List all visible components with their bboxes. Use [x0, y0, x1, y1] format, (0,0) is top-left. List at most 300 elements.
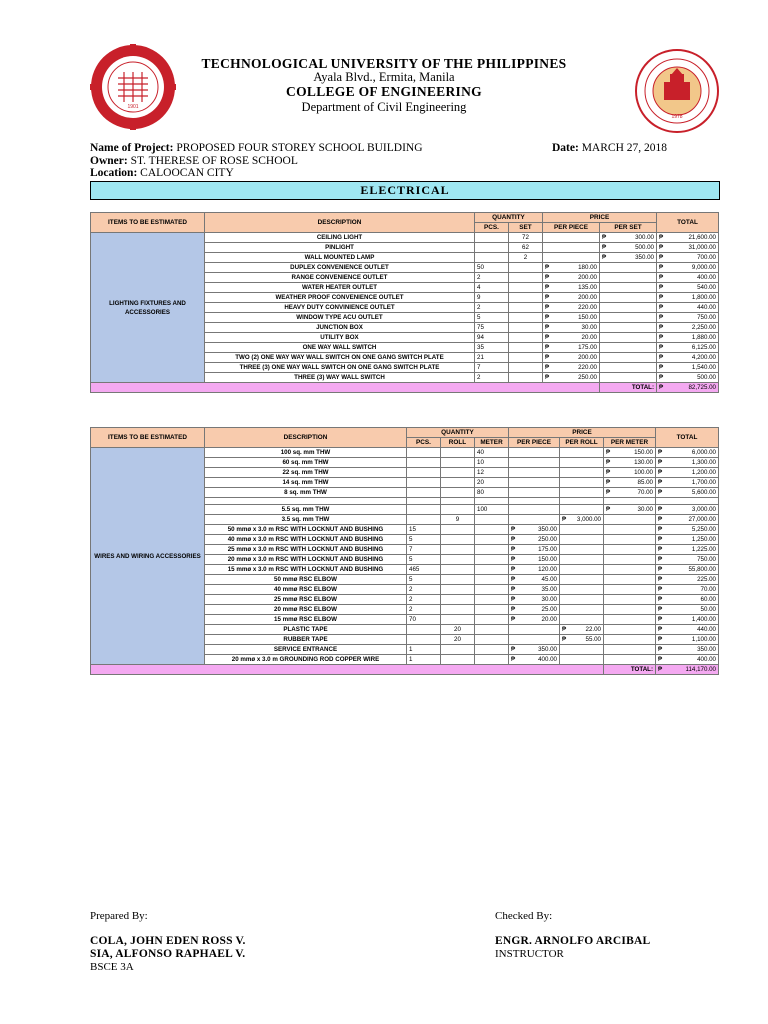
- price-per-meter: [604, 505, 656, 515]
- peso-sign: ₱: [511, 606, 516, 613]
- peso-sign: ₱: [659, 304, 664, 311]
- qty-pcs: [407, 488, 441, 498]
- peso-sign: ₱: [562, 636, 567, 643]
- item-description: SERVICE ENTRANCE: [205, 645, 407, 655]
- row-total: [656, 468, 719, 478]
- qty-meter: [475, 555, 509, 565]
- qty-set: 72: [509, 233, 543, 243]
- price-header: PRICE: [543, 213, 657, 223]
- table-row: [91, 448, 719, 458]
- price-per-piece-value: 250.00: [578, 374, 597, 381]
- qty-roll: 20: [441, 635, 475, 645]
- row-total-value: 1,800.00: [691, 294, 716, 301]
- price-per-meter-value: 85.00: [637, 479, 653, 486]
- qty-meter: [475, 625, 509, 635]
- price-per-piece-value: 30.00: [581, 324, 597, 331]
- row-total: [656, 535, 719, 545]
- price-per-piece: [543, 273, 600, 283]
- row-total: [656, 488, 719, 498]
- price-per-meter-value: 100.00: [634, 469, 653, 476]
- qty-pcs: 50: [475, 263, 509, 273]
- price-per-piece-value: 20.00: [541, 616, 557, 623]
- row-total-value: 500.00: [697, 374, 716, 381]
- row-total-value: 50.00: [700, 606, 716, 613]
- row-total-value: 350.00: [697, 646, 716, 653]
- pcs-header: PCS.: [475, 223, 509, 233]
- price-per-roll: [560, 645, 604, 655]
- item-description: TWO (2) ONE WAY WAY WALL SWITCH ON ONE GANG SWITCH PLATE: [205, 353, 475, 363]
- row-total: [656, 555, 719, 565]
- row-total-value: 1,400.00: [691, 616, 716, 623]
- peso-sign: ₱: [545, 294, 550, 301]
- price-per-piece-value: 200.00: [578, 294, 597, 301]
- meter-header: METER: [475, 438, 509, 448]
- qty-roll: [441, 565, 475, 575]
- item-description: DUPLEX CONVENIENCE OUTLET: [205, 263, 475, 273]
- total-row-spacer: [91, 665, 604, 675]
- peso-sign: ₱: [659, 334, 664, 341]
- row-total: [656, 498, 719, 505]
- qty-set: 62: [509, 243, 543, 253]
- qty-meter: [475, 595, 509, 605]
- university-address: Ayala Blvd., Ermita, Manila: [313, 70, 455, 84]
- row-total: [657, 293, 719, 303]
- item-description: WINDOW TYPE ACU OUTLET: [205, 313, 475, 323]
- peso-sign: ₱: [658, 606, 663, 613]
- price-per-set: [600, 303, 657, 313]
- price-per-piece: [543, 303, 600, 313]
- qty-meter: [475, 655, 509, 665]
- set-header: SET: [509, 223, 543, 233]
- row-total-value: 750.00: [697, 314, 716, 321]
- qty-pcs: 15: [407, 525, 441, 535]
- preparer-name-1: COLA, JOHN EDEN ROSS V.: [90, 935, 246, 947]
- price-per-meter: [604, 498, 656, 505]
- qty-roll: [441, 478, 475, 488]
- price-per-piece: [543, 293, 600, 303]
- qty-pcs: 2: [475, 373, 509, 383]
- qty-roll: [441, 545, 475, 555]
- qty-meter: [475, 515, 509, 525]
- row-total: [656, 625, 719, 635]
- price-per-piece: [543, 233, 600, 243]
- qty-pcs: 21: [475, 353, 509, 363]
- row-total-value: 5,250.00: [691, 526, 716, 533]
- peso-sign: ₱: [545, 364, 550, 371]
- peso-sign: ₱: [602, 254, 607, 261]
- coe-seal-year: 1978: [671, 114, 683, 120]
- peso-sign: ₱: [659, 234, 664, 241]
- price-per-roll: [560, 565, 604, 575]
- row-total-value: 400.00: [697, 274, 716, 281]
- price-per-set: [600, 313, 657, 323]
- peso-sign: ₱: [545, 344, 550, 351]
- row-total-value: 1,225.00: [691, 546, 716, 553]
- lighting-estimate-table: [90, 212, 719, 393]
- peso-sign: ₱: [511, 596, 516, 603]
- row-total-value: 400.00: [697, 656, 716, 663]
- price-per-set-value: 350.00: [635, 254, 654, 261]
- item-description: RUBBER TAPE: [205, 635, 407, 645]
- row-total-value: 1,880.00: [691, 334, 716, 341]
- price-per-roll: [560, 625, 604, 635]
- price-per-roll: [560, 615, 604, 625]
- qty-meter: 80: [475, 488, 509, 498]
- peso-sign: ₱: [658, 636, 663, 643]
- price-per-meter: [604, 525, 656, 535]
- college-name: COLLEGE OF ENGINEERING: [286, 84, 482, 99]
- owner-label: Owner:: [90, 155, 128, 167]
- price-per-piece: [543, 363, 600, 373]
- price-per-meter: [604, 448, 656, 458]
- price-per-piece: [509, 525, 560, 535]
- project-name-label: Name of Project:: [90, 142, 174, 154]
- item-description: PLASTIC TAPE: [205, 625, 407, 635]
- per-piece-header: PER PIECE: [543, 223, 600, 233]
- peso-sign: ₱: [606, 506, 611, 513]
- price-per-set-value: 500.00: [635, 244, 654, 251]
- item-description: 3.5 sq. mm THW: [205, 515, 407, 525]
- row-total-value: 440.00: [697, 304, 716, 311]
- item-description: 60 sq. mm THW: [205, 458, 407, 468]
- grand-total-value: 114,170.00: [685, 666, 716, 673]
- qty-pcs: [407, 498, 441, 505]
- items-header: ITEMS TO BE ESTIMATED: [91, 428, 205, 448]
- qty-set: [509, 283, 543, 293]
- qty-pcs: 5: [407, 575, 441, 585]
- price-per-piece-value: 220.00: [578, 364, 597, 371]
- row-total-value: 1,700.00: [691, 479, 716, 486]
- price-per-piece-value: 150.00: [578, 314, 597, 321]
- qty-set: [509, 313, 543, 323]
- price-per-roll: [560, 575, 604, 585]
- price-per-piece: [509, 515, 560, 525]
- price-per-roll: [560, 478, 604, 488]
- qty-meter: [475, 615, 509, 625]
- row-total: [657, 333, 719, 343]
- price-per-roll: [560, 555, 604, 565]
- per-piece-header: PER PIECE: [509, 438, 560, 448]
- row-total: [657, 373, 719, 383]
- item-description: THREE (3) ONE WAY WALL SWITCH ON ONE GANG SWITCH PLATE: [205, 363, 475, 373]
- peso-sign: ₱: [658, 556, 663, 563]
- peso-sign: ₱: [658, 656, 663, 663]
- row-total-value: 6,125.00: [691, 344, 716, 351]
- row-total-value: 3,000.00: [691, 506, 716, 513]
- pcs-header: PCS.: [407, 438, 441, 448]
- grand-total-value: 82,725.00: [688, 384, 716, 391]
- qty-meter: [475, 585, 509, 595]
- peso-sign: ₱: [659, 314, 664, 321]
- qty-roll: [441, 468, 475, 478]
- qty-pcs: [407, 468, 441, 478]
- qty-pcs: 35: [475, 343, 509, 353]
- row-total-value: 1,100.00: [691, 636, 716, 643]
- qty-meter: [475, 635, 509, 645]
- price-per-piece: [509, 575, 560, 585]
- peso-sign: ₱: [606, 489, 611, 496]
- per-roll-header: PER ROLL: [560, 438, 604, 448]
- date-label: Date:: [552, 142, 579, 154]
- price-per-piece: [543, 323, 600, 333]
- qty-meter: [475, 545, 509, 555]
- qty-roll: [441, 535, 475, 545]
- qty-meter: [475, 645, 509, 655]
- qty-meter: [475, 535, 509, 545]
- item-description: 40 mmø x 3.0 m RSC WITH LOCKNUT AND BUSHING: [205, 535, 407, 545]
- peso-sign: ₱: [545, 264, 550, 271]
- qty-pcs: 70: [407, 615, 441, 625]
- qty-meter: 20: [475, 478, 509, 488]
- row-total: [657, 323, 719, 333]
- price-per-meter: [604, 478, 656, 488]
- item-description: RANGE CONVENIENCE OUTLET: [205, 273, 475, 283]
- price-per-meter: [604, 595, 656, 605]
- peso-sign: ₱: [658, 546, 663, 553]
- item-description: [205, 498, 407, 505]
- price-per-roll: [560, 585, 604, 595]
- price-per-meter: [604, 655, 656, 665]
- peso-sign: ₱: [659, 264, 664, 271]
- price-per-set: [600, 353, 657, 363]
- row-total: [656, 478, 719, 488]
- peso-sign: ₱: [659, 364, 664, 371]
- item-description: JUNCTION BOX: [205, 323, 475, 333]
- preparer-name-2: SIA, ALFONSO RAPHAEL V.: [90, 948, 246, 960]
- price-per-meter: [604, 468, 656, 478]
- row-total: [656, 448, 719, 458]
- price-per-piece: [509, 565, 560, 575]
- qty-meter: 40: [475, 448, 509, 458]
- peso-sign: ₱: [658, 646, 663, 653]
- table-row: [91, 233, 719, 243]
- row-total-value: 55,800.00: [688, 566, 716, 573]
- price-per-roll: [560, 498, 604, 505]
- peso-sign: ₱: [511, 576, 516, 583]
- peso-sign: ₱: [606, 479, 611, 486]
- row-total-value: 540.00: [697, 284, 716, 291]
- qty-pcs: 1: [407, 645, 441, 655]
- row-total: [657, 343, 719, 353]
- total-header: TOTAL: [657, 213, 719, 233]
- qty-set: [509, 263, 543, 273]
- grand-total: [657, 383, 719, 393]
- qty-pcs: 4: [475, 283, 509, 293]
- item-description: UTILITY BOX: [205, 333, 475, 343]
- qty-pcs: 7: [475, 363, 509, 373]
- price-per-piece: [509, 595, 560, 605]
- item-description: 8 sq. mm THW: [205, 488, 407, 498]
- qty-roll: [441, 525, 475, 535]
- item-description: 20 mmø x 3.0 m RSC WITH LOCKNUT AND BUSHING: [205, 555, 407, 565]
- price-per-roll: [560, 635, 604, 645]
- price-per-piece-value: 25.00: [541, 606, 557, 613]
- price-per-meter: [604, 575, 656, 585]
- price-per-piece-value: 350.00: [538, 646, 557, 653]
- price-per-piece: [543, 313, 600, 323]
- qty-roll: [441, 615, 475, 625]
- peso-sign: ₱: [658, 489, 663, 496]
- date-line: [552, 142, 667, 154]
- peso-sign: ₱: [511, 586, 516, 593]
- price-per-roll-value: 22.00: [585, 626, 601, 633]
- qty-roll: [441, 595, 475, 605]
- peso-sign: ₱: [545, 374, 550, 381]
- item-description: THREE (3) WAY WALL SWITCH: [205, 373, 475, 383]
- price-per-piece-value: 180.00: [578, 264, 597, 271]
- price-per-roll: [560, 595, 604, 605]
- peso-sign: ₱: [658, 506, 663, 513]
- qty-roll: [441, 555, 475, 565]
- row-total-value: 9,000.00: [691, 264, 716, 271]
- qty-pcs: [407, 478, 441, 488]
- peso-sign: ₱: [606, 449, 611, 456]
- price-per-set: [600, 273, 657, 283]
- row-total: [657, 313, 719, 323]
- price-per-piece: [509, 448, 560, 458]
- price-per-piece: [543, 333, 600, 343]
- qty-pcs: 9: [475, 293, 509, 303]
- price-per-set-value: 300.00: [635, 234, 654, 241]
- price-per-piece: [509, 655, 560, 665]
- qty-pcs: 2: [407, 595, 441, 605]
- row-total-value: 31,000.00: [688, 244, 716, 251]
- price-per-piece: [509, 468, 560, 478]
- row-total-value: 225.00: [697, 576, 716, 583]
- row-total: [657, 353, 719, 363]
- price-per-meter-value: 130.00: [634, 459, 653, 466]
- peso-sign: ₱: [658, 459, 663, 466]
- price-per-roll: [560, 545, 604, 555]
- peso-sign: ₱: [658, 566, 663, 573]
- peso-sign: ₱: [658, 469, 663, 476]
- price-per-roll: [560, 458, 604, 468]
- row-total: [656, 458, 719, 468]
- peso-sign: ₱: [545, 314, 550, 321]
- prepared-by-label: Prepared By:: [90, 910, 148, 922]
- peso-sign: ₱: [659, 244, 664, 251]
- price-per-roll: [560, 448, 604, 458]
- price-per-set: [600, 373, 657, 383]
- price-per-piece: [509, 625, 560, 635]
- item-description: 15 mmø x 3.0 m RSC WITH LOCKNUT AND BUSHING: [205, 565, 407, 575]
- qty-roll: [441, 498, 475, 505]
- qty-roll: [441, 585, 475, 595]
- row-total: [656, 635, 719, 645]
- roll-header: ROLL: [441, 438, 475, 448]
- quantity-header: QUANTITY: [475, 213, 543, 223]
- peso-sign: ₱: [659, 294, 664, 301]
- group-label: LIGHTING FIXTURES AND ACCESSORIES: [91, 233, 205, 383]
- quantity-header: QUANTITY: [407, 428, 509, 438]
- item-description: ONE WAY WALL SWITCH: [205, 343, 475, 353]
- qty-pcs: [475, 233, 509, 243]
- price-per-set: [600, 263, 657, 273]
- price-per-piece-value: 45.00: [541, 576, 557, 583]
- price-per-piece: [509, 585, 560, 595]
- peso-sign: ₱: [659, 384, 664, 391]
- price-per-piece-value: 250.00: [538, 536, 557, 543]
- price-per-set: [600, 253, 657, 263]
- qty-pcs: [475, 243, 509, 253]
- peso-sign: ₱: [659, 254, 664, 261]
- qty-pcs: 5: [475, 313, 509, 323]
- qty-pcs: 2: [475, 303, 509, 313]
- qty-set: [509, 363, 543, 373]
- price-per-roll: [560, 515, 604, 525]
- qty-set: [509, 273, 543, 283]
- peso-sign: ₱: [658, 626, 663, 633]
- item-description: 15 mmø RSC ELBOW: [205, 615, 407, 625]
- price-per-piece-value: 175.00: [538, 546, 557, 553]
- total-row: [91, 383, 719, 393]
- price-per-meter-value: 150.00: [634, 449, 653, 456]
- row-total-value: 5,600.00: [691, 489, 716, 496]
- row-total: [657, 283, 719, 293]
- peso-sign: ₱: [659, 274, 664, 281]
- price-per-piece: [543, 253, 600, 263]
- row-total-value: 1,200.00: [691, 469, 716, 476]
- qty-pcs: [407, 458, 441, 468]
- row-total: [656, 645, 719, 655]
- price-per-piece: [509, 635, 560, 645]
- peso-sign: ₱: [511, 526, 516, 533]
- price-per-meter: [604, 555, 656, 565]
- price-per-meter: [604, 545, 656, 555]
- price-per-meter: [604, 535, 656, 545]
- price-per-piece: [509, 478, 560, 488]
- price-per-piece: [543, 373, 600, 383]
- price-header: PRICE: [509, 428, 656, 438]
- description-header: DESCRIPTION: [205, 213, 475, 233]
- row-total-value: 70.00: [700, 586, 716, 593]
- price-per-piece-value: 35.00: [541, 586, 557, 593]
- total-row: [91, 665, 719, 675]
- total-header: TOTAL: [656, 428, 719, 448]
- qty-set: [509, 373, 543, 383]
- qty-roll: 9: [441, 515, 475, 525]
- peso-sign: ₱: [562, 626, 567, 633]
- price-per-roll: [560, 605, 604, 615]
- price-per-piece: [509, 498, 560, 505]
- price-per-piece: [509, 555, 560, 565]
- peso-sign: ₱: [545, 334, 550, 341]
- qty-pcs: 2: [475, 273, 509, 283]
- price-per-piece: [543, 353, 600, 363]
- price-per-piece-value: 200.00: [578, 274, 597, 281]
- qty-set: [509, 353, 543, 363]
- peso-sign: ₱: [658, 526, 663, 533]
- peso-sign: ₱: [606, 459, 611, 466]
- item-description: WALL MOUNTED LAMP: [205, 253, 475, 263]
- price-per-piece: [509, 645, 560, 655]
- item-description: 22 sq. mm THW: [205, 468, 407, 478]
- price-per-piece-value: 150.00: [538, 556, 557, 563]
- peso-sign: ₱: [659, 354, 664, 361]
- peso-sign: ₱: [545, 324, 550, 331]
- item-description: 20 mmø x 3.0 m GROUNDING ROD COPPER WIRE: [205, 655, 407, 665]
- price-per-piece: [509, 458, 560, 468]
- item-description: HEAVY DUTY CONVINIENCE OUTLET: [205, 303, 475, 313]
- peso-sign: ₱: [562, 516, 567, 523]
- price-per-meter: [604, 615, 656, 625]
- price-per-piece-value: 20.00: [581, 334, 597, 341]
- qty-pcs: 1: [407, 655, 441, 665]
- price-per-roll: [560, 655, 604, 665]
- item-description: 25 mmø RSC ELBOW: [205, 595, 407, 605]
- qty-roll: [441, 645, 475, 655]
- university-name: TECHNOLOGICAL UNIVERSITY OF THE PHILIPPINES: [201, 56, 567, 71]
